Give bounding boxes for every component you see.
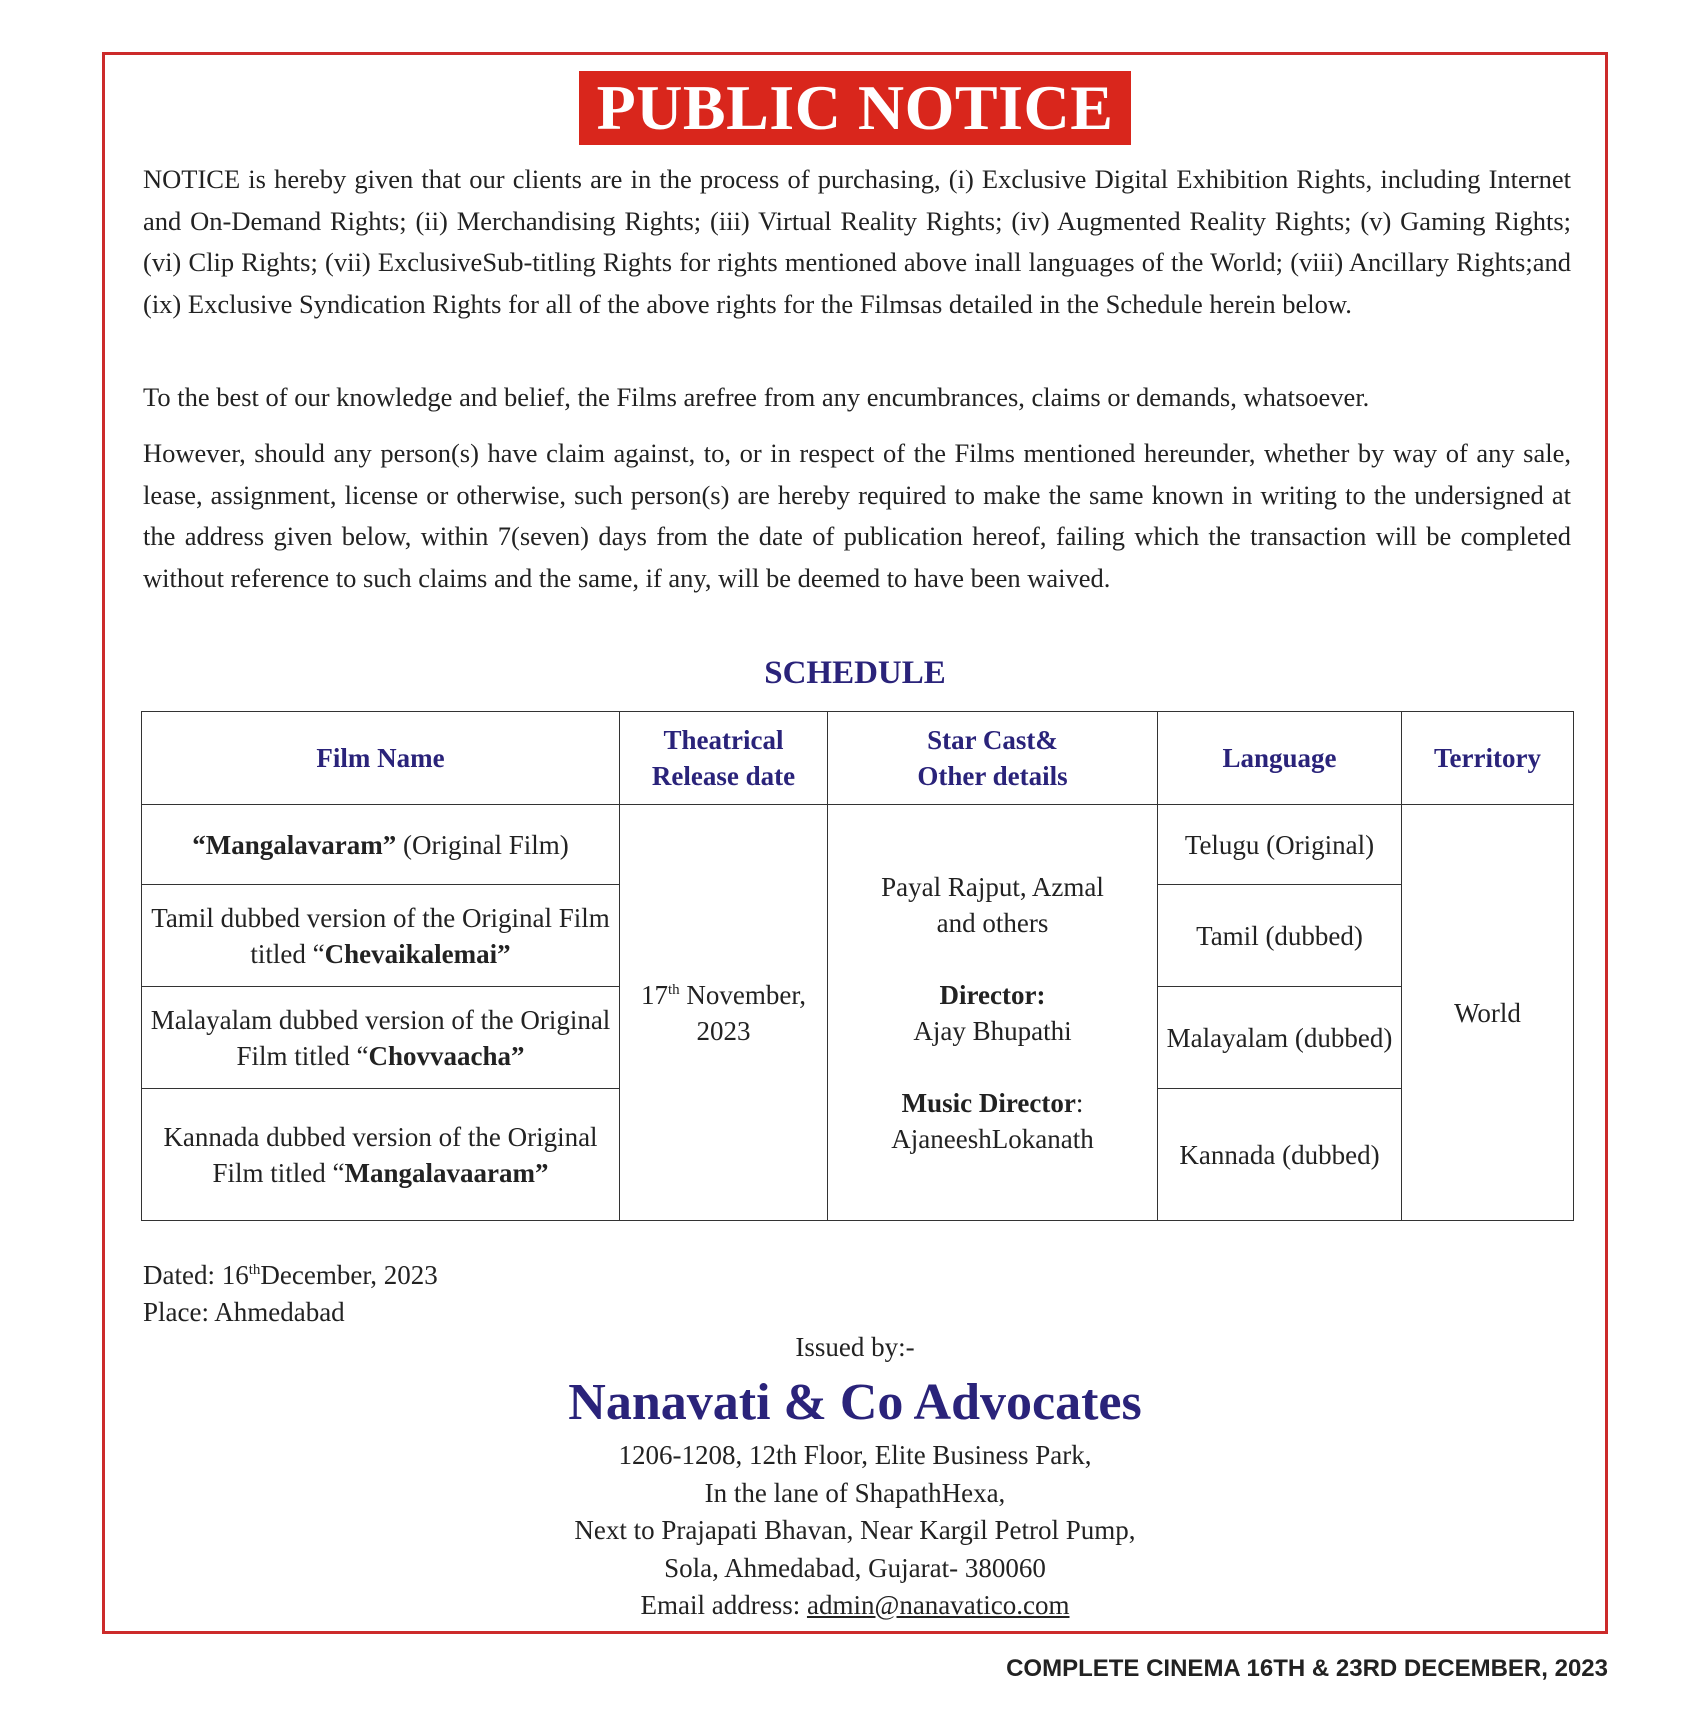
header-film-name: Film Name (142, 712, 620, 805)
film-cell: Kannada dubbed version of the Original Film titled “Mangalavaaram” (142, 1089, 620, 1221)
language-cell: Tamil (dubbed) (1158, 885, 1402, 987)
film-cell: Malayalam dubbed version of the Original Film titled “Chovvaacha” (142, 987, 620, 1089)
table-row (142, 805, 1574, 885)
firm-name: Nanavati & Co Advocates (568, 1374, 1142, 1431)
director-label: Director: (939, 979, 1046, 1010)
territory-cell: World (1402, 805, 1574, 1221)
film-cell (142, 805, 620, 885)
release-date-cell (620, 805, 828, 1221)
header-territory: Territory (1402, 712, 1574, 805)
film-title: “Mangalavaram” (192, 829, 397, 860)
music-director-line: Music Director: (901, 1087, 1084, 1118)
address-line-2: In the lane of ShapathHexa, (704, 1477, 1006, 1508)
header-cast-line-1: Star Cast& (927, 725, 1058, 755)
cast-line-2: and others (936, 907, 1049, 938)
header-cast-line-2: Other details (917, 761, 1068, 791)
notice-paragraph-1: NOTICE is hereby given that our clients are in the process of purchasing, (i) Exclusive Digital Exhibition Rights, including Internet and On-Demand Rights; (ii) Merchandising Rights; (iii) Virtual Reality Rights; (iv) Augmented Reality Rights; (v) Gaming Rights; (vi) Clip Rights; (vii) ExclusiveSub-titling Rights for rights mentioned above inall languages of the World; (viii) Ancillary Rights;and (ix) Exclusive Syndication Rights for all of the above rights for the Filmsas detailed in the Schedule herein below. (143, 164, 1571, 319)
email-label: Email address: (640, 1590, 807, 1620)
cast-cell (828, 805, 1158, 1221)
film-title: Chevaikalemai (324, 938, 498, 969)
language-cell: Kannada (dubbed) (1158, 1089, 1402, 1221)
address-line-3: Next to Prajapati Bhavan, Near Kargil Petrol Pump, (574, 1515, 1136, 1545)
film-cell: Tamil dubbed version of the Original Film titled “Chevaikalemai” (142, 885, 620, 987)
notice-frame (102, 52, 1608, 1634)
address-line-1: 1206-1208, 12th Floor, Elite Business Park, (618, 1440, 1092, 1470)
header-language: Language (1158, 712, 1402, 805)
title-wrap (105, 71, 1605, 145)
address-block (105, 1437, 1605, 1625)
dated-line: Dated: 16thDecember, 2023 (143, 1260, 438, 1290)
film-note: (Original Film) (396, 829, 569, 860)
schedule-heading: SCHEDULE (764, 655, 946, 691)
issued-by: Issued by:- (795, 1332, 915, 1362)
date-place-block (143, 1257, 438, 1331)
notice-paragraph-2: To the best of our knowledge and belief, the Films arefree from any encumbrances, claims or demands, whatsoever. (143, 382, 1370, 412)
place-line: Place: Ahmedabad (143, 1297, 345, 1327)
music-director-label: Music Director (901, 1087, 1076, 1118)
release-date-line-1: 17th November, (640, 979, 807, 1010)
page-title: PUBLIC NOTICE (579, 71, 1132, 145)
email-line (105, 1587, 1605, 1625)
email-link[interactable]: admin@nanavatico.com (806, 1590, 1070, 1620)
language-cell: Malayalam (dubbed) (1158, 987, 1402, 1089)
schedule-table (141, 711, 1574, 1221)
header-star-cast (828, 712, 1158, 805)
publication-footer: COMPLETE CINEMA 16TH & 23RD DECEMBER, 2023 (1006, 1655, 1608, 1682)
header-release-line-2: Release date (651, 761, 796, 791)
language-cell: Telugu (Original) (1158, 805, 1402, 885)
music-director-name: AjaneeshLokanath (891, 1123, 1094, 1154)
header-release-line-1: Theatrical (663, 725, 784, 755)
table-header-row (142, 712, 1574, 805)
address-line-4: Sola, Ahmedabad, Gujarat- 380060 (664, 1552, 1046, 1583)
notice-paragraph-3: However, should any person(s) have claim against, to, or in respect of the Films mentioned hereunder, whether by way of any sale, lease, assignment, license or otherwise, such person(s) are hereby required to make the same known in writing to the undersigned at the address given below, within 7(seven) days from the date of publication hereof, failing which the transaction will be completed without reference to such claims and the same, if any, will be deemed to have been waived. (143, 438, 1571, 593)
director-name: Ajay Bhupathi (913, 1015, 1072, 1046)
film-title: Mangalavaaram (344, 1157, 535, 1188)
release-date-year: 2023 (696, 1015, 751, 1046)
film-title: Chovvaacha (368, 1040, 511, 1071)
header-release-date (620, 712, 828, 805)
cast-line-1: Payal Rajput, Azmal (881, 871, 1104, 902)
